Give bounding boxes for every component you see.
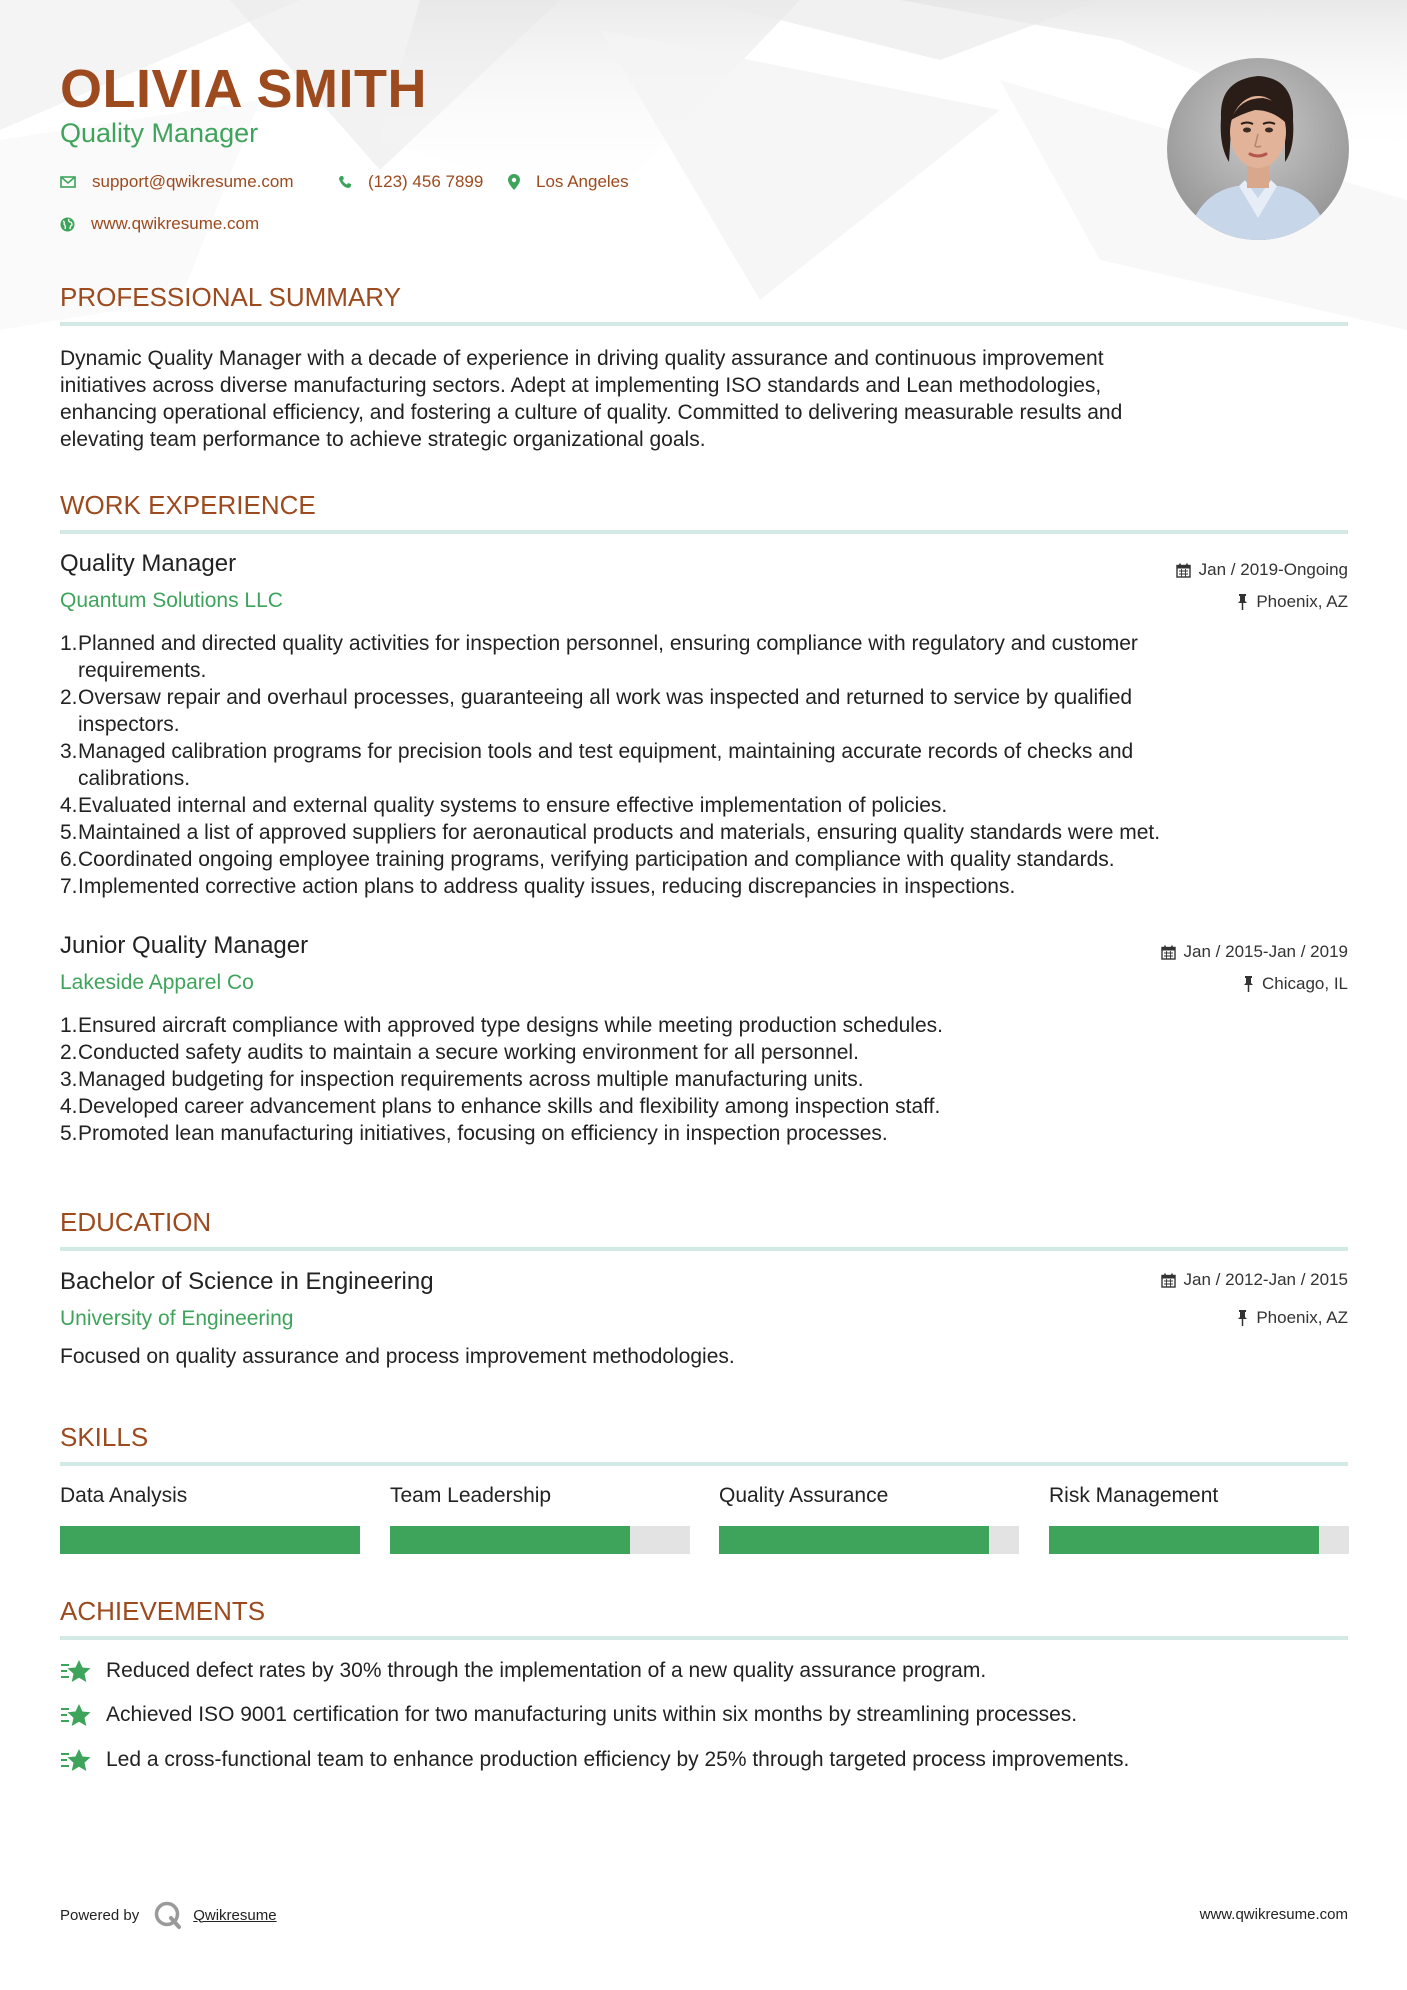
skill-item — [719, 1484, 1019, 1554]
skill-bar — [1049, 1526, 1349, 1554]
item-line: Planned and directed quality activities for inspection personnel, ensuring compliance with regulatory and customer — [78, 632, 1138, 655]
list-item — [60, 684, 1350, 738]
job-location-text: Phoenix, AZ — [1256, 592, 1348, 611]
item-number: 3. — [60, 1068, 78, 1091]
item-number: 2. — [60, 1041, 78, 1064]
item-line: inspectors. — [78, 713, 180, 736]
list-item — [60, 1039, 1350, 1066]
section-heading-summary: PROFESSIONAL SUMMARY — [60, 282, 401, 312]
calendar-icon — [1161, 1273, 1176, 1288]
achievement-text: Led a cross-functional team to enhance production efficiency by 25% through targeted process improvements. — [106, 1748, 1130, 1771]
skill-bar-fill — [60, 1526, 360, 1554]
skill-bar-fill — [719, 1526, 989, 1554]
item-number: 5. — [60, 821, 78, 844]
pin-icon — [1237, 1310, 1248, 1326]
list-item — [60, 819, 1350, 846]
summary-line: elevating team performance to achieve strategic organizational goals. — [60, 428, 706, 451]
list-item — [60, 1120, 1350, 1147]
item-number: 2. — [60, 686, 78, 709]
contact-website[interactable] — [60, 214, 259, 234]
education-dates — [1161, 1270, 1348, 1290]
section-heading-experience: WORK EXPERIENCE — [60, 490, 316, 520]
job-dates-text: Jan / 2015-Jan / 2019 — [1183, 942, 1348, 961]
achievement-text: Achieved ISO 9001 certification for two manufacturing units within six months by streamlining processes. — [106, 1703, 1078, 1726]
job-location-text: Chicago, IL — [1262, 974, 1348, 993]
item-line: Implemented corrective action plans to address quality issues, reducing discrepancies in inspections. — [78, 875, 1016, 898]
powered-by-label: Powered by — [60, 1906, 140, 1924]
job-location — [1237, 592, 1348, 612]
skill-name: Team Leadership — [390, 1484, 552, 1507]
job-dates — [1161, 942, 1348, 962]
section-divider — [60, 1462, 1348, 1466]
phone-text: (123) 456 7899 — [368, 172, 484, 191]
job-responsibilities — [60, 630, 1350, 900]
contact-phone[interactable] — [338, 172, 483, 192]
section-divider — [60, 322, 1348, 326]
skill-item — [1049, 1484, 1349, 1554]
star-achievement-icon — [60, 1658, 92, 1684]
job-location — [1243, 974, 1348, 994]
section-divider — [60, 1247, 1348, 1251]
list-item — [60, 792, 1350, 819]
location-text: Los Angeles — [536, 172, 629, 191]
job-title: Junior Quality Manager — [60, 932, 309, 959]
education-description: Focused on quality assurance and process improvement methodologies. — [60, 1345, 735, 1368]
achievement-text: Reduced defect rates by 30% through the implementation of a new quality assurance program. — [106, 1659, 987, 1682]
envelope-icon — [60, 176, 76, 188]
achievement-item — [60, 1702, 1077, 1728]
skill-item — [390, 1484, 690, 1554]
star-achievement-icon — [60, 1702, 92, 1728]
list-item — [60, 1012, 1350, 1039]
list-item — [60, 630, 1350, 684]
email-text: support@qwikresume.com — [92, 172, 294, 191]
list-item — [60, 738, 1350, 792]
summary-line: Dynamic Quality Manager with a decade of experience in driving quality assurance and continuous improvement — [60, 347, 1104, 370]
item-line: Coordinated ongoing employee training programs, verifying participation and compliance with quality standards. — [78, 848, 1115, 871]
qwikresume-logo-icon — [153, 1900, 183, 1930]
item-line: Maintained a list of approved suppliers for aeronautical products and materials, ensuring quality standards were met. — [78, 821, 1161, 844]
item-number: 3. — [60, 740, 78, 763]
item-line: requirements. — [78, 659, 207, 682]
contact-email[interactable] — [60, 172, 294, 192]
section-divider — [60, 530, 1348, 534]
item-number: 1. — [60, 632, 78, 655]
phone-icon — [338, 175, 352, 189]
section-heading-education: EDUCATION — [60, 1207, 212, 1237]
candidate-title: Quality Manager — [60, 118, 259, 148]
company-name: Quantum Solutions LLC — [60, 589, 283, 612]
qwikresume-link[interactable]: Qwikresume — [193, 1906, 277, 1924]
achievement-item — [60, 1747, 1129, 1773]
summary-line: enhancing operational efficiency, and fostering a culture of quality. Committed to delivering measurable results and — [60, 401, 1123, 424]
item-line: Ensured aircraft compliance with approved type designs while meeting production schedules. — [78, 1014, 943, 1037]
map-marker-icon — [508, 174, 520, 190]
item-number: 6. — [60, 848, 78, 871]
summary-line: initiatives across diverse manufacturing sectors. Adept at implementing ISO standards and Lean methodologies, — [60, 374, 1102, 397]
item-number: 4. — [60, 794, 78, 817]
education-location-text: Phoenix, AZ — [1256, 1308, 1348, 1327]
education-location — [1237, 1308, 1348, 1328]
item-line: Managed calibration programs for precision tools and test equipment, maintaining accurate records of checks and — [78, 740, 1134, 763]
item-number: 7. — [60, 875, 78, 898]
section-heading-achievements: ACHIEVEMENTS — [60, 1596, 266, 1626]
pin-icon — [1243, 976, 1254, 992]
skill-name: Data Analysis — [60, 1484, 188, 1507]
skill-bar — [390, 1526, 690, 1554]
calendar-icon — [1161, 945, 1176, 960]
skill-bar — [60, 1526, 360, 1554]
education-dates-text: Jan / 2012-Jan / 2015 — [1183, 1270, 1348, 1289]
item-line: Developed career advancement plans to enhance skills and flexibility among inspection staff. — [78, 1095, 941, 1118]
degree-title: Bachelor of Science in Engineering — [60, 1268, 434, 1295]
skill-item — [60, 1484, 360, 1554]
job-dates — [1176, 560, 1348, 580]
item-line: Managed budgeting for inspection requirements across multiple manufacturing units. — [78, 1068, 864, 1091]
list-item — [60, 1093, 1350, 1120]
profile-photo — [1167, 58, 1349, 240]
job-responsibilities — [60, 1012, 1350, 1147]
website-text: www.qwikresume.com — [91, 214, 260, 233]
item-line: Promoted lean manufacturing initiatives, focusing on efficiency in inspection processes. — [78, 1122, 888, 1145]
skill-name: Risk Management — [1049, 1484, 1219, 1507]
company-name: Lakeside Apparel Co — [60, 971, 254, 994]
star-achievement-icon — [60, 1747, 92, 1773]
skill-name: Quality Assurance — [719, 1484, 889, 1507]
list-item — [60, 1066, 1350, 1093]
item-number: 4. — [60, 1095, 78, 1118]
pin-icon — [1237, 594, 1248, 610]
item-number: 1. — [60, 1014, 78, 1037]
footer-powered-by — [60, 1900, 277, 1930]
list-item — [60, 846, 1350, 873]
item-line: Oversaw repair and overhaul processes, guaranteeing all work was inspected and returned to service by qualified — [78, 686, 1133, 709]
school-name: University of Engineering — [60, 1307, 294, 1330]
item-line: Conducted safety audits to maintain a secure working environment for all personnel. — [78, 1041, 859, 1064]
summary-paragraph — [60, 345, 1350, 453]
skill-bar-fill — [390, 1526, 630, 1554]
candidate-name: OLIVIA SMITH — [60, 59, 427, 119]
contact-location — [508, 172, 629, 192]
item-number: 5. — [60, 1122, 78, 1145]
item-line: calibrations. — [78, 767, 191, 790]
list-item — [60, 873, 1350, 900]
calendar-icon — [1176, 563, 1191, 578]
footer-website[interactable]: www.qwikresume.com — [1199, 1906, 1348, 1923]
skill-bar — [719, 1526, 1019, 1554]
item-line: Evaluated internal and external quality systems to ensure effective implementation of policies. — [78, 794, 948, 817]
job-dates-text: Jan / 2019-Ongoing — [1198, 560, 1348, 579]
skill-bar-fill — [1049, 1526, 1319, 1554]
achievement-item — [60, 1658, 986, 1684]
job-title: Quality Manager — [60, 550, 237, 577]
globe-icon — [60, 217, 75, 232]
section-heading-skills: SKILLS — [60, 1422, 149, 1452]
section-divider — [60, 1636, 1348, 1640]
